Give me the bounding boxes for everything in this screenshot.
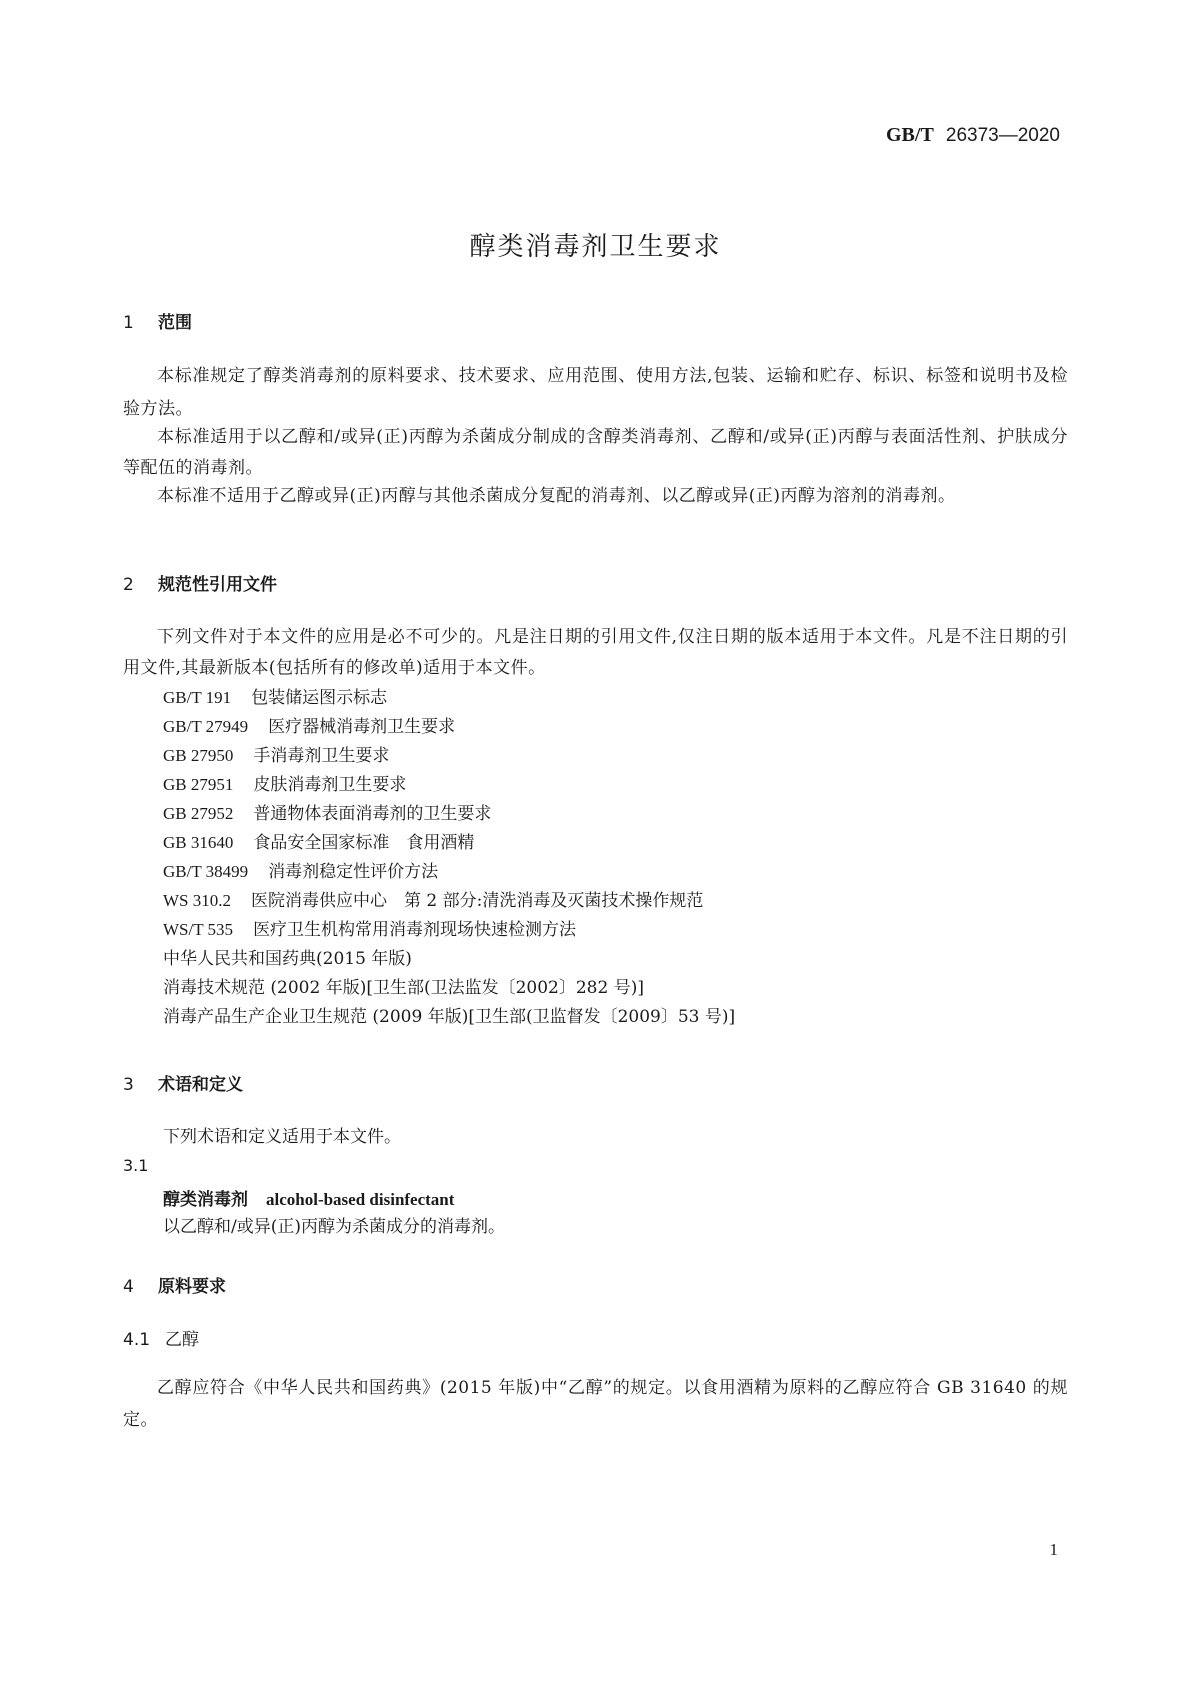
page-number: 1	[1049, 1540, 1058, 1559]
reference-item: WS/T 535 医疗卫生机构常用消毒剂现场快速检测方法	[163, 920, 577, 940]
reference-item: GB/T 27949 医疗器械消毒剂卫生要求	[163, 717, 456, 737]
section-3-heading	[123, 1070, 243, 1095]
reference-item: GB 31640 食品安全国家标准 食用酒精	[163, 833, 475, 853]
reference-item: 消毒产品生产企业卫生规范 (2009 年版)[卫生部(卫监督发〔2009〕53 号)]	[163, 1007, 736, 1027]
normative-references-intro: 下列文件对于本文件的应用是必不可少的。凡是注日期的引用文件,仅注日期的版本适用于本文件。凡是不注日期的引用文件,其最新版本(包括所有的修改单)适用于本文件。	[123, 627, 1068, 678]
subsection-title: 乙醇	[165, 1330, 199, 1350]
scope-paragraph-2: 本标准适用于以乙醇和/或异(正)丙醇为杀菌成分制成的含醇类消毒剂、乙醇和/或异(正)丙醇与表面活性剂、护肤成分等配伍的消毒剂。	[123, 427, 1068, 478]
term-entry	[163, 1185, 454, 1210]
reference-item: GB 27950 手消毒剂卫生要求	[163, 746, 390, 766]
ethanol-requirement-paragraph: 乙醇应符合《中华人民共和国药典》(2015 年版)中“乙醇”的规定。以食用酒精为原料的乙醇应符合 GB 31640 的规定。	[123, 1378, 1068, 1430]
reference-item: GB/T 38499 消毒剂稳定性评价方法	[163, 862, 439, 882]
section-title: 原料要求	[158, 1277, 226, 1297]
document-title: 醇类消毒剂卫生要求	[469, 232, 722, 262]
section-number: 3	[123, 1075, 134, 1095]
term-chinese: 醇类消毒剂	[163, 1190, 248, 1210]
section-2-heading	[123, 570, 277, 595]
reference-item: 中华人民共和国药典(2015 年版)	[163, 949, 412, 969]
section-title: 术语和定义	[158, 1075, 243, 1095]
term-number: 3.1	[123, 1156, 149, 1175]
scope-paragraph-1: 本标准规定了醇类消毒剂的原料要求、技术要求、应用范围、使用方法,包装、运输和贮存、标识、标签和说明书及检验方法。	[123, 366, 1068, 419]
section-title: 规范性引用文件	[158, 575, 277, 595]
section-number: 4	[123, 1277, 134, 1297]
section-1-heading	[123, 308, 192, 333]
reference-item: WS 310.2 医院消毒供应中心 第 2 部分:清洗消毒及灭菌技术操作规范	[163, 891, 704, 911]
terms-intro: 下列术语和定义适用于本文件。	[163, 1127, 401, 1147]
term-english: alcohol-based disinfectant	[266, 1190, 455, 1209]
standard-code	[886, 124, 1060, 147]
reference-item: 消毒技术规范 (2002 年版)[卫生部(卫法监发〔2002〕282 号)]	[163, 978, 644, 998]
standard-number: 26373—2020	[945, 125, 1060, 146]
standard-prefix: GB/T	[886, 124, 934, 146]
scope-paragraph-3: 本标准不适用于乙醇或异(正)丙醇与其他杀菌成分复配的消毒剂、以乙醇或异(正)丙醇为溶剂的消毒剂。	[157, 486, 956, 506]
reference-item: GB/T 191 包装储运图示标志	[163, 688, 388, 708]
section-number: 1	[123, 313, 134, 333]
term-definition: 以乙醇和/或异(正)丙醇为杀菌成分的消毒剂。	[163, 1217, 505, 1237]
reference-item: GB 27952 普通物体表面消毒剂的卫生要求	[163, 804, 492, 824]
section-4-heading	[123, 1272, 226, 1297]
subsection-number: 4.1	[123, 1330, 151, 1350]
section-title: 范围	[158, 313, 192, 333]
section-number: 2	[123, 575, 134, 595]
reference-item: GB 27951 皮肤消毒剂卫生要求	[163, 775, 407, 795]
subsection-4-1-heading	[123, 1325, 199, 1350]
